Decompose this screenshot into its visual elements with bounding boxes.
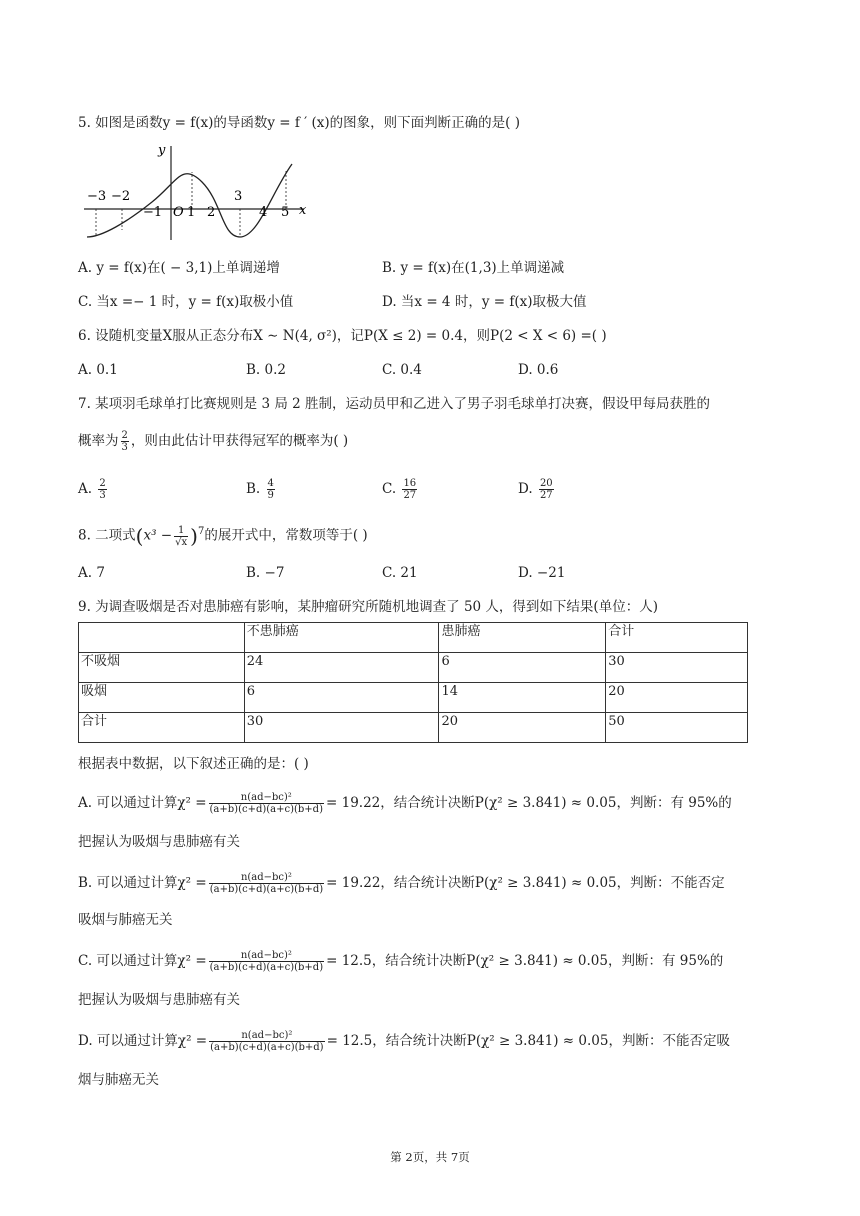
q9-a-pre: A. 可以通过计算χ² =	[78, 795, 207, 811]
q9-option-c-line2: 把握认为吸烟与患肺癌有关	[78, 992, 240, 1008]
table-cell: 20	[606, 683, 748, 713]
q7-b-label: B.	[246, 481, 261, 497]
graph-tick-m1: −1	[143, 205, 163, 220]
q6-option-c: C. 0.4	[382, 362, 422, 378]
q9-option-d-line2: 烟与肺癌无关	[78, 1072, 159, 1088]
q7-a-num: 2	[99, 478, 106, 489]
chi-num: n(ad−bc)²	[209, 1030, 324, 1042]
chi-num: n(ad−bc)²	[209, 950, 324, 962]
q9-option-a	[78, 792, 732, 815]
table-cell: 20	[439, 713, 606, 743]
q7-c-den: 27	[403, 490, 417, 501]
q8-option-c: C. 21	[382, 565, 418, 581]
q8-power: 7	[197, 526, 205, 537]
table-header-cell: 不患肺癌	[244, 623, 439, 653]
q7-a-den: 3	[99, 490, 106, 501]
table-header-cell: 合计	[606, 623, 748, 653]
q9-stem: 9. 为调查吸烟是否对患肺癌有影响，某肿瘤研究所随机地调查了 50 人，得到如下结果(单位：人)	[78, 599, 658, 615]
q7-stem: 7. 某项羽毛球单打比赛规则是 3 局 2 胜制，运动员甲和乙进入了男子羽毛球单打决赛，假设甲每局获胜的	[78, 396, 711, 412]
q7-stem-line2	[78, 430, 348, 453]
q7-line2-pre: 概率为	[78, 433, 119, 449]
table-header-cell: 患肺癌	[439, 623, 606, 653]
page-footer: 第 2页，共 7页	[390, 1150, 470, 1164]
graph-tick-1: 1	[187, 205, 196, 220]
graph-x-label: x	[299, 203, 307, 218]
q7-b-den: 9	[267, 490, 274, 501]
table-cell: 6	[244, 683, 439, 713]
table-row	[79, 713, 748, 743]
q7-option-c	[382, 478, 419, 501]
q9-option-d	[78, 1030, 730, 1053]
q9-b-pre: B. 可以通过计算χ² =	[78, 875, 207, 891]
table-cell: 30	[244, 713, 439, 743]
q9-d-pre: D. 可以通过计算χ² =	[78, 1033, 208, 1049]
q8-stem-pre: 8. 二项式	[78, 527, 136, 544]
q9-b-post: = 19.22，结合统计决断P(χ² ≥ 3.841) ≈ 0.05，判断：不能否定	[326, 875, 725, 891]
q7-c-label: C.	[382, 481, 397, 497]
table-row	[79, 653, 748, 683]
q7-d-num: 20	[539, 478, 553, 489]
table-cell: 30	[606, 653, 748, 683]
q9-option-b-line2: 吸烟与肺癌无关	[78, 912, 173, 928]
q8-option-b: B. −7	[246, 565, 285, 581]
chi-den: (a+b)(c+d)(a+c)(b+d)	[210, 1042, 324, 1053]
q8-expr: x³ −	[143, 527, 173, 544]
chi-den: (a+b)(c+d)(a+c)(b+d)	[209, 962, 324, 973]
chi-num: n(ad−bc)²	[209, 792, 324, 804]
q8-option-a: A. 7	[78, 565, 105, 581]
table-header-cell	[79, 623, 245, 653]
q8-stem-post: 的展开式中，常数项等于( )	[204, 527, 368, 544]
q5-option-d: D. 当x = 4 时，y = f(x)取极大值	[382, 294, 587, 310]
chi-num: n(ad−bc)²	[209, 872, 324, 884]
graph-origin: O	[173, 205, 184, 220]
q5-option-c: C. 当x =− 1 时，y = f(x)取极小值	[78, 294, 294, 310]
q8-frac-den: √x	[175, 536, 188, 548]
chi-den: (a+b)(c+d)(a+c)(b+d)	[209, 804, 323, 815]
q7-option-d	[518, 478, 556, 501]
table-cell: 6	[439, 653, 606, 683]
q7-option-a	[78, 478, 109, 501]
q5-option-a: A. y = f(x)在( − 3,1)上单调递增	[78, 260, 280, 276]
q7-d-label: D.	[518, 481, 533, 497]
table-header-row	[79, 623, 748, 653]
q6-option-d: D. 0.6	[518, 362, 559, 378]
q7-b-num: 4	[267, 478, 274, 489]
q8-frac-num: 1	[174, 525, 188, 537]
graph-tick-m3: −3	[87, 189, 107, 204]
derivative-graph	[82, 142, 314, 244]
q9-option-a-line2: 把握认为吸烟与患肺癌有关	[78, 834, 240, 850]
q9-lead: 根据表中数据，以下叙述正确的是：( )	[78, 756, 309, 772]
table-cell: 吸烟	[79, 683, 245, 713]
q6-stem: 6. 设随机变量X服从正态分布X ∼ N(4, σ²)，记P(X ≤ 2) = 0.4，则P(2 < X < 6) =( )	[78, 328, 607, 344]
q6-option-b: B. 0.2	[246, 362, 286, 378]
table-cell: 合计	[79, 713, 245, 743]
q7-option-b	[246, 478, 277, 501]
table-row	[79, 683, 748, 713]
q8-stem: 8. 二项式(x³ − $\frac{1}{√x}$ )$^7$的展开式中，常数项等于( )	[78, 524, 368, 548]
graph-tick-5: 5	[281, 205, 290, 220]
table-cell: 24	[244, 653, 439, 683]
q9-d-post: = 12.5，结合统计决断P(χ² ≥ 3.841) ≈ 0.05，判断：不能否定吸	[326, 1033, 730, 1049]
graph-tick-m2: −2	[111, 189, 131, 204]
q9-table	[78, 622, 748, 743]
table-cell: 14	[439, 683, 606, 713]
q8-option-d: D. −21	[518, 565, 566, 581]
q6-option-a: A. 0.1	[78, 362, 118, 378]
graph-tick-2: 2	[207, 205, 216, 220]
q9-c-post: = 12.5，结合统计决断P(χ² ≥ 3.841) ≈ 0.05，判断：有 95%的	[326, 953, 724, 969]
graph-y-label: y	[158, 143, 166, 158]
q7-c-num: 16	[403, 478, 417, 489]
q9-option-b	[78, 872, 725, 895]
q7-d-den: 27	[539, 490, 553, 501]
q7-frac-num: 2	[121, 430, 128, 441]
q9-c-pre: C. 可以通过计算χ² =	[78, 953, 207, 969]
q9-option-c	[78, 950, 723, 973]
table-cell: 50	[606, 713, 748, 743]
q5-stem: 5. 如图是函数y = f(x)的导函数y = f ′ (x)的图象，则下面判断正确的是( )	[78, 115, 520, 131]
chi-den: (a+b)(c+d)(a+c)(b+d)	[209, 884, 324, 895]
q5-option-b: B. y = f(x)在(1,3)上单调递减	[382, 260, 565, 276]
table-cell: 不吸烟	[79, 653, 245, 683]
q7-frac-den: 3	[121, 442, 128, 453]
q7-fraction	[121, 430, 129, 453]
graph-tick-3: 3	[234, 189, 243, 204]
q7-line2-post: ，则由此估计甲获得冠军的概率为( )	[130, 433, 349, 449]
graph-tick-4: 4	[259, 205, 268, 220]
q7-a-label: A.	[78, 481, 93, 497]
q9-a-post: = 19.22，结合统计决断P(χ² ≥ 3.841) ≈ 0.05，判断：有 95%的	[326, 795, 732, 811]
